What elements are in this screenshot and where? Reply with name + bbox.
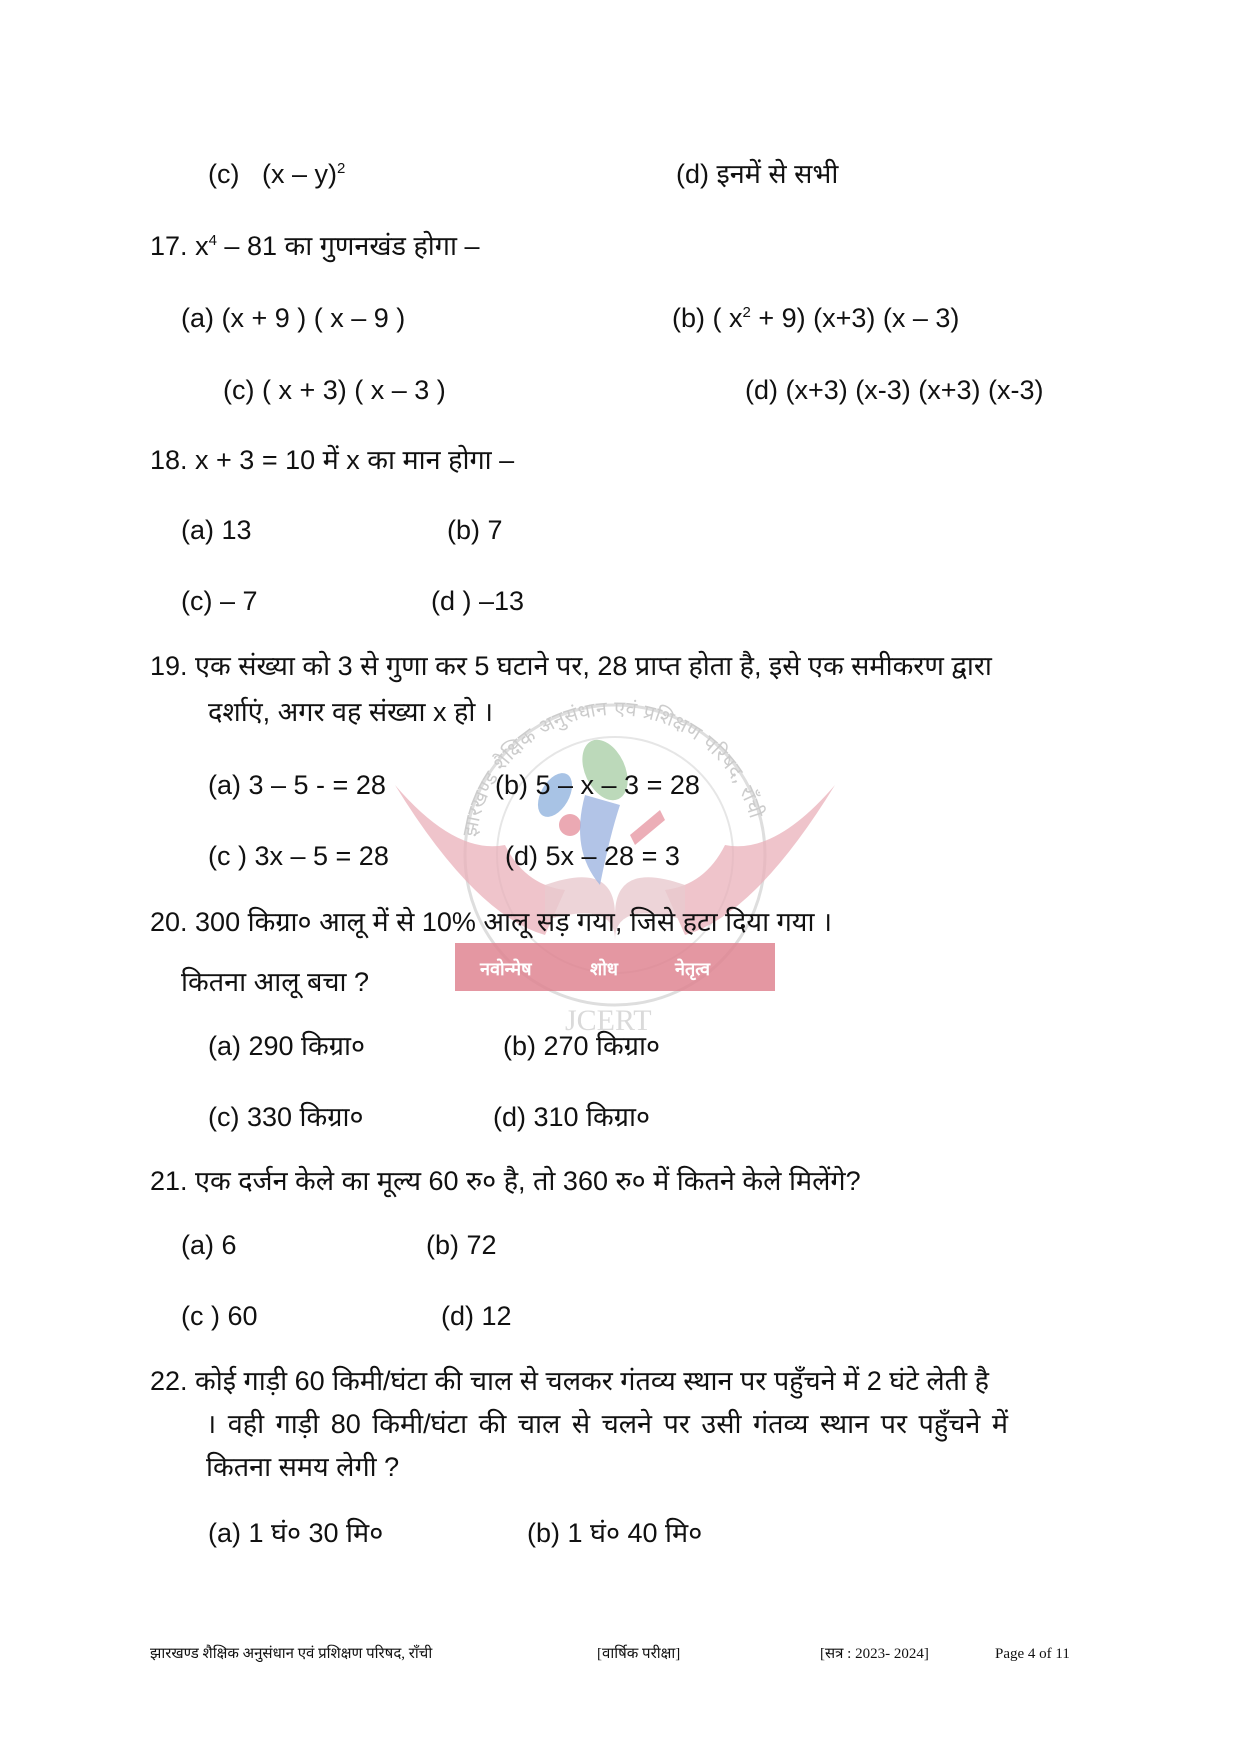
q17-option-a: (a) (x + 9 ) ( x – 9 )	[181, 303, 406, 333]
watermark-banner-word-2: शोध	[590, 959, 618, 980]
q21-option-d: (d) 12	[441, 1301, 512, 1331]
q17-option-c: (c) ( x + 3) ( x – 3 )	[223, 375, 446, 405]
q17-expr: x	[195, 231, 209, 261]
q16-option-d: (d) इनमें से सभी	[676, 159, 839, 189]
q17-text: – 81 का गुणनखंड होगा –	[224, 231, 480, 261]
q17-option-b	[672, 302, 959, 334]
watermark-banner-word-1: नवोन्मेष	[480, 959, 532, 980]
q17-option-d: (d) (x+3) (x-3) (x+3) (x-3)	[745, 375, 1044, 405]
q21-option-a: (a) 6	[181, 1230, 237, 1260]
footer-exam-type: [वार्षिक परीक्षा]	[597, 1646, 681, 1662]
q18-option-c: (c) – 7	[181, 586, 258, 616]
q19-option-c: (c ) 3x – 5 = 28	[208, 841, 389, 871]
watermark-ring-text: झारखण्ड शैक्षिक अनुसंधान एवं प्रशिक्षण परिषद, राँची	[457, 695, 769, 839]
q19-option-d: (d) 5x – 28 = 3	[505, 841, 680, 871]
watermark-banner-word-3: नेतृत्व	[675, 959, 711, 980]
q17-option-b-post: + 9) (x+3) (x – 3)	[758, 303, 960, 333]
q19-question-line-2: दर्शाएं, अगर वह संख्या x हो ।	[208, 697, 494, 727]
q17-question	[150, 230, 479, 262]
q20-question-line-2: कितना आलू बचा ?	[181, 967, 370, 997]
q18-option-b: (b) 7	[447, 515, 503, 545]
q20-question-line-1: 20. 300 किग्रा० आलू में से 10% आलू सड़ गया, जिसे हटा दिया गया ।	[150, 907, 833, 937]
q21-option-b: (b) 72	[426, 1230, 497, 1260]
q21-option-c: (c ) 60	[181, 1301, 258, 1331]
q22-question-line-2: । वही गाड़ी 80 किमी/घंटा की चाल से चलने पर उसी गंतव्य स्थान पर पहुँचने में	[206, 1409, 1008, 1439]
q20-option-b: (b) 270 किग्रा०	[503, 1031, 661, 1061]
q20-option-c: (c) 330 किग्रा०	[208, 1102, 364, 1132]
q22-option-a: (a) 1 घं० 30 मि०	[208, 1518, 384, 1548]
q20-option-a: (a) 290 किग्रा०	[208, 1031, 366, 1061]
q20-option-d: (d) 310 किग्रा०	[493, 1102, 651, 1132]
footer-organization: झारखण्ड शैक्षिक अनुसंधान एवं प्रशिक्षण परिषद, राँची	[150, 1646, 433, 1662]
q17-option-b-pre: (b) ( x	[672, 303, 743, 333]
q17-exponent: 4	[208, 232, 217, 249]
q19-option-a: (a) 3 – 5 - = 28	[208, 770, 386, 800]
footer-session: [सत्र : 2023- 2024]	[820, 1646, 929, 1662]
q21-question: 21. एक दर्जन केले का मूल्य 60 रु० है, तो 360 रु० में कितने केले मिलेंगे?	[150, 1166, 861, 1196]
q17-number: 17.	[150, 231, 188, 261]
watermark-abbr: JCERT	[565, 1004, 652, 1037]
q16-option-c	[208, 158, 345, 190]
jcert-watermark-logo	[395, 685, 835, 1065]
q18-option-a: (a) 13	[181, 515, 252, 545]
q16-option-c-expr: (x – y)	[262, 159, 338, 189]
q16-option-c-exponent: 2	[337, 160, 346, 177]
q19-question-line-1: 19. एक संख्या को 3 से गुणा कर 5 घटाने पर, 28 प्राप्त होता है, इसे एक समीकरण द्वारा	[150, 651, 992, 681]
q18-option-d: (d ) –13	[431, 586, 525, 616]
q22-option-b: (b) 1 घं० 40 मि०	[527, 1518, 703, 1548]
q19-option-b: (b) 5 – x – 3 = 28	[495, 770, 700, 800]
q18-question: 18. x + 3 = 10 में x का मान होगा –	[150, 445, 515, 475]
q16-option-c-label: (c)	[208, 159, 240, 189]
footer-page-number: Page 4 of 11	[995, 1646, 1070, 1662]
q22-question-line-3: कितना समय लेगी ?	[206, 1452, 400, 1482]
q17-option-b-exponent: 2	[742, 304, 751, 321]
q22-question-line-1: 22. कोई गाड़ी 60 किमी/घंटा की चाल से चलकर गंतव्य स्थान पर पहुँचने में 2 घंटे लेती है	[150, 1366, 989, 1396]
